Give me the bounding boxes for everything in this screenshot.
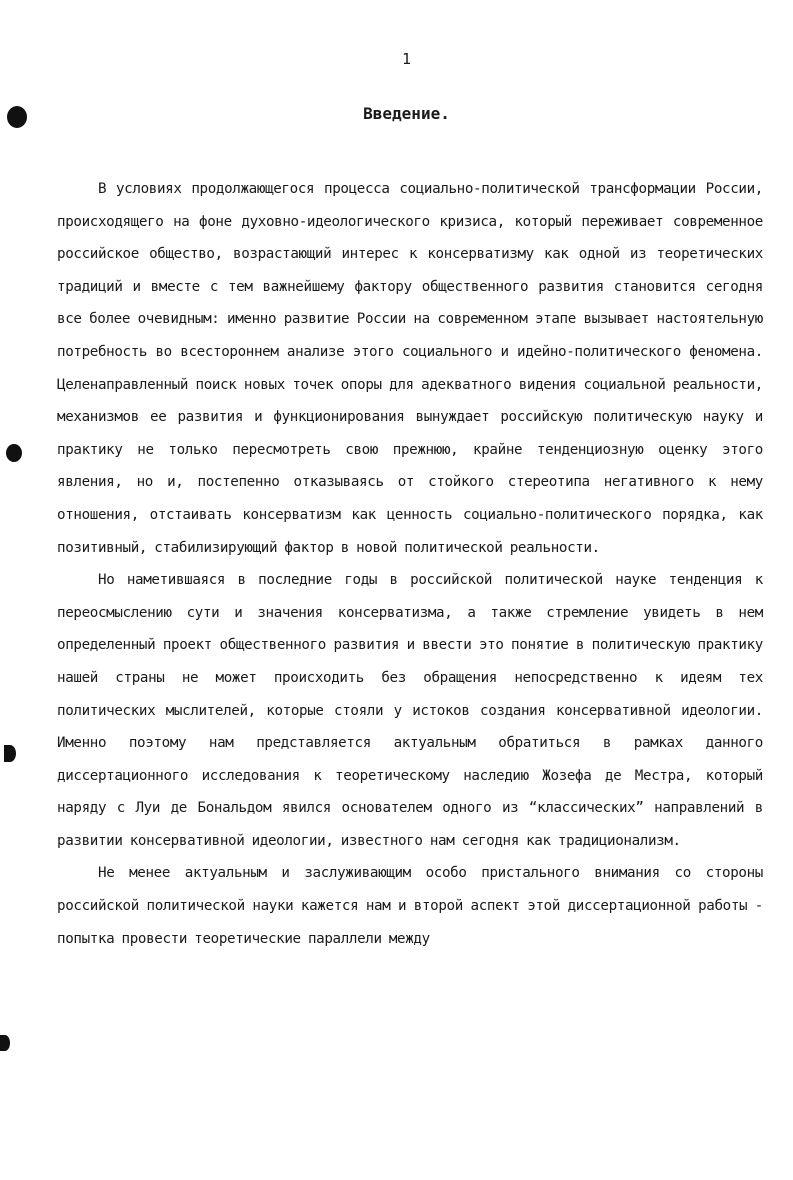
- paragraph: Но наметившаяся в последние годы в российской политической науке тенденция к переосмыслению сути и значения консерватизма, а также стремление увидеть в нем определенный проект общественного развития и ввести это понятие в политическую практику нашей страны не может происходить без обращения непосредственно к идеям тех политических мыслителей, которые стояли у истоков создания консервативной идеологии. Именно поэтому нам представляется актуальным обратиться в рамках данного диссертационного исследования к теоретическому наследию Жозефа де Местра, который наряду с Луи де Бональдом явился основателем одного из “классических” направлений в развитии консервативной идеологии, известного нам сегодня как традиционализм.: [57, 572, 763, 849]
- page-title: Введение.: [363, 104, 450, 123]
- binder-hole: [4, 745, 16, 762]
- page-number: 1: [401, 50, 412, 68]
- binder-hole: [0, 1035, 10, 1051]
- paragraph: В условиях продолжающегося процесса социально-политической трансформации России, происходящего на фоне духовно-идеологического кризиса, который переживает современное российское общество, возрастающий интерес к консерватизму как одной из теоретических традиций и вместе с тем важнейшему фактору общественного развития становится сегодня все более очевидным: именно развитие России на современном этапе вызывает настоятельную потребность во всестороннем анализе этого социального и идейно-политического феномена. Целенаправленный поиск новых точек опоры для адекватного видения социальной реальности, механизмов ее развития и функционирования вынуждает российскую политическую науку и практику не только пересмотреть свою прежнюю, крайне тенденциозную оценку этого явления, но и, постепенно отказываясь от стойкого стереотипа негативного к нему отношения, отстаивать консерватизм как ценность социально-политического порядка, как позитивный, стабилизирующий фактор в новой политической реальности.: [57, 181, 763, 556]
- binder-hole: [6, 444, 22, 462]
- paragraph: Не менее актуальным и заслуживающим особо пристального внимания со стороны российской политической науки кажется нам и второй аспект этой диссертационной работы - попытка провести теоретические параллели между: [57, 865, 763, 947]
- body-text: [57, 173, 763, 955]
